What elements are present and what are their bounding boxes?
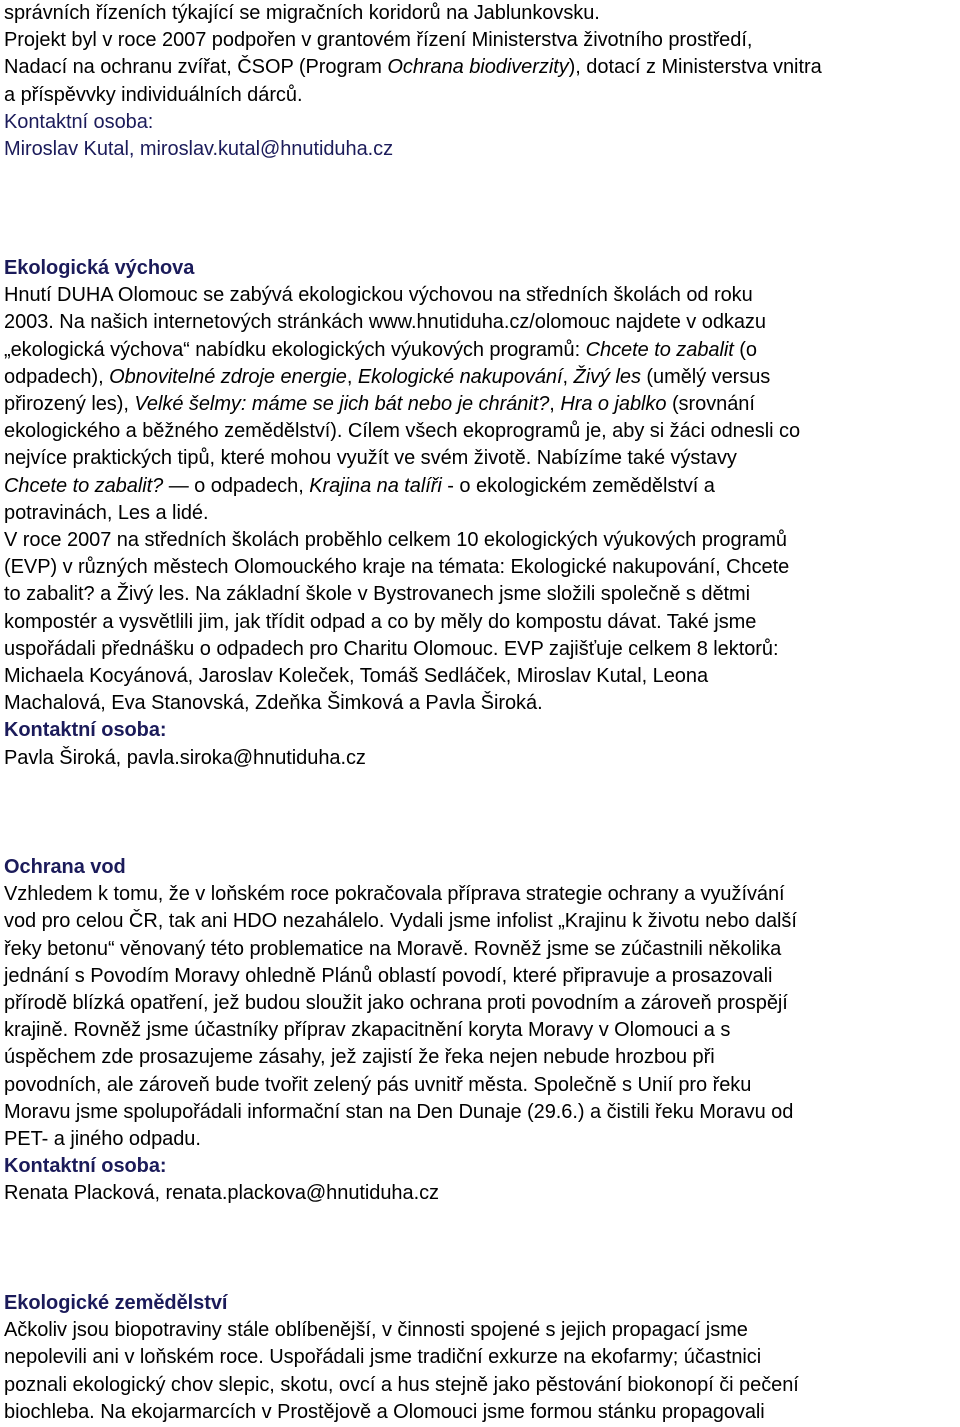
text-run: — o odpadech, bbox=[163, 474, 310, 497]
intro-line-3 bbox=[4, 54, 960, 81]
paragraph-line: řeky betonu“ věnovaný této problematice na Moravě. Rovněž jsme se zúčastnili několika bbox=[4, 937, 782, 960]
paragraph-line: kompostér a vysvětlili jim, jak třídit odpad a co by měly do kompostu dávat. Také jsme bbox=[4, 610, 757, 633]
contact-person: Pavla Široká, pavla.siroka@hnutiduha.cz bbox=[4, 746, 366, 769]
paragraph-line: to zabalit? a Živý les. Na základní škole v Bystrovanech jsme složili společně s dětmi bbox=[4, 583, 751, 606]
paragraph-line: 2003. Na našich internetových stránkách www.hnutiduha.cz/olomouc najdete v odkazu bbox=[4, 311, 766, 334]
section-heading: Ochrana vod bbox=[4, 856, 126, 878]
text-run: (umělý versus bbox=[640, 365, 771, 388]
intro-line-3c: ), dotací z Ministerstva vnitra bbox=[568, 56, 822, 79]
program-title: Chcete to zabalit? bbox=[4, 474, 164, 497]
contact-person: Miroslav Kutal, miroslav.kutal@hnutiduha.cz bbox=[4, 138, 394, 161]
text-run: , bbox=[346, 365, 358, 388]
paragraph-line: vod pro celou ČR, tak ani HDO nezahálelo. Vydali jsme infolist „Krajinu k životu nebo další bbox=[4, 910, 797, 933]
contact-label: Kontaktní osoba: bbox=[4, 1155, 167, 1178]
paragraph-line: přírodě blízká opatření, jež budou sloužit jako ochrana proti povodním a zároveň prospějí bbox=[4, 992, 788, 1015]
paragraph-line: Vzhledem k tomu, že v loňském roce pokračovala příprava strategie ochrany a využívání bbox=[4, 883, 785, 906]
paragraph-line: potravinách, Les a lidé. bbox=[4, 501, 209, 524]
intro-line-3a: Nadací na ochranu zvířat, ČSOP (Program bbox=[4, 56, 388, 79]
text-run: přirozený les), bbox=[4, 393, 135, 416]
contact-label: Kontaktní osoba: bbox=[4, 719, 167, 742]
contact-person: Renata Placková, renata.plackova@hnutiduha.cz bbox=[4, 1182, 439, 1205]
program-title: Hra o jablko bbox=[560, 393, 667, 416]
contact-label: Kontaktní osoba: bbox=[4, 110, 154, 133]
paragraph-line: Machalová, Eva Stanovská, Zdeňka Šimková a Pavla Široká. bbox=[4, 692, 543, 715]
paragraph-line: biochleba. Na ekojarmarcích v Prostějově a Olomouci jsme formou stánku propagovali bbox=[4, 1400, 765, 1423]
program-title: Chcete to zabalit bbox=[585, 338, 734, 361]
paragraph-line bbox=[4, 364, 960, 391]
program-name: Ochrana biodiverzity bbox=[387, 56, 569, 79]
paragraph-line: ekologického a běžného zemědělství). Cílem všech ekoprogramů je, aby si žáci odnesli co bbox=[4, 420, 801, 443]
intro-line-2: Projekt byl v roce 2007 podpořen v grantovém řízení Ministerstva životního prostředí, bbox=[4, 29, 753, 52]
paragraph-line: Ačkoliv jsou biopotraviny stále oblíbenější, v činnosti spojené s jejich propagací jsme bbox=[4, 1319, 748, 1342]
program-title: Krajina na talíři bbox=[309, 474, 442, 497]
paragraph-line: jednání s Povodím Moravy ohledně Plánů oblastí povodí, které připravuje a prosazovali bbox=[4, 964, 773, 987]
section-heading: Ekologická výchova bbox=[4, 257, 195, 279]
paragraph-line: nejvíce praktických tipů, které mohou využít ve svém životě. Nabízíme také výstavy bbox=[4, 447, 737, 470]
text-run: „ekologická výchova“ nabídku ekologických výukových programů: bbox=[4, 338, 586, 361]
ochrana-vod-section bbox=[4, 854, 960, 1208]
paragraph-line: krajině. Rovněž jsme účastníky příprav zkapacitnění koryta Moravy v Olomouci a s bbox=[4, 1019, 731, 1042]
text-run: , bbox=[562, 365, 574, 388]
text-run: (srovnání bbox=[666, 393, 755, 416]
paragraph-line: Hnutí DUHA Olomouc se zabývá ekologickou výchovou na středních školách od roku bbox=[4, 284, 753, 307]
paragraph-line: nepolevili ani v loňském roce. Uspořádali jsme tradiční exkurze na ekofarmy; účastnici bbox=[4, 1346, 762, 1369]
paragraph-line: poznali ekologický chov slepic, skotu, ovcí a hus stejně jako pěstování biokonopí či pečení bbox=[4, 1373, 799, 1396]
eko-zemedelstvi-section bbox=[4, 1290, 960, 1426]
program-title: Ekologické nakupování bbox=[357, 365, 563, 388]
intro-line-1: správních řízeních týkající se migračních koridorů na Jablunkovsku. bbox=[4, 2, 600, 24]
paragraph-line: povodních, ale zároveň bude tvořit zelený pás uvnitř města. Společně s Unií pro řeku bbox=[4, 1073, 752, 1096]
program-title: Obnovitelné zdroje energie bbox=[109, 365, 347, 388]
paragraph-line: úspěchem zde prosazujeme zásahy, jež zajistí že řeka nejen nebude hrozbou při bbox=[4, 1046, 715, 1069]
paragraph-line: (EVP) v různých městech Olomouckého kraje na témata: Ekologické nakupování, Chcete bbox=[4, 556, 790, 579]
text-run: , bbox=[549, 393, 561, 416]
program-title: Živý les bbox=[573, 365, 641, 388]
eko-vychova-section bbox=[4, 255, 960, 772]
paragraph-line: Michaela Kocyánová, Jaroslav Koleček, Tomáš Sedláček, Miroslav Kutal, Leona bbox=[4, 665, 709, 688]
paragraph-line bbox=[4, 337, 960, 364]
text-run: - o ekologickém zemědělství a bbox=[441, 474, 715, 497]
text-run: (o bbox=[733, 338, 757, 361]
paragraph-line: Moravu jsme spolupořádali informační stan na Den Dunaje (29.6.) a čistili řeku Moravu od bbox=[4, 1100, 794, 1123]
paragraph-line: V roce 2007 na středních školách proběhlo celkem 10 ekologických výukových programů bbox=[4, 529, 787, 552]
section-heading: Ekologické zemědělství bbox=[4, 1292, 228, 1314]
program-title: Velké šelmy: máme se jich bát nebo je chránit? bbox=[134, 393, 550, 416]
text-run: odpadech), bbox=[4, 365, 110, 388]
paragraph-line bbox=[4, 391, 960, 418]
intro-section bbox=[4, 0, 960, 163]
intro-line-4: a příspěvvky individuálních dárců. bbox=[4, 83, 303, 106]
paragraph-line bbox=[4, 473, 960, 500]
paragraph-line: PET- a jiného odpadu. bbox=[4, 1128, 201, 1151]
paragraph-line: uspořádali přednášku o odpadech pro Charitu Olomouc. EVP zajišťuje celkem 8 lektorů: bbox=[4, 637, 779, 660]
